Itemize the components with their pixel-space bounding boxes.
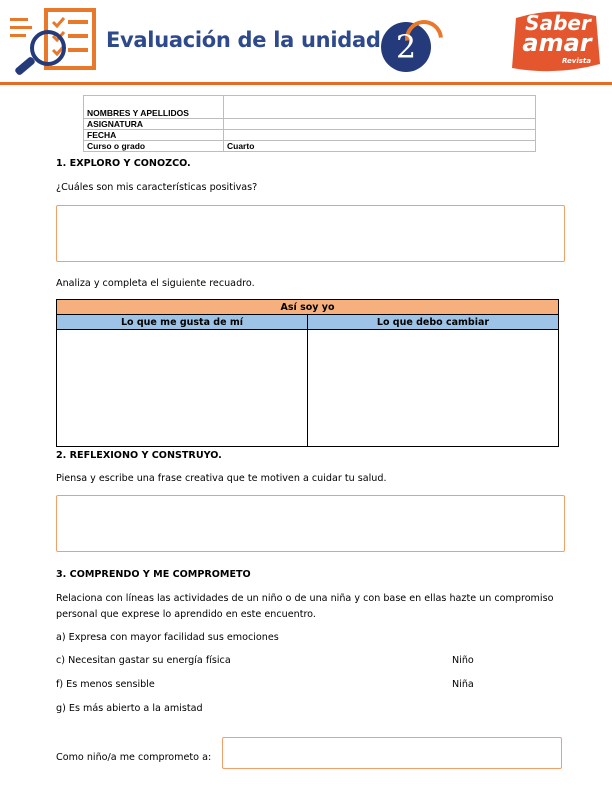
- column-header-change: Lo que debo cambiar: [308, 315, 559, 330]
- info-label: Curso o grado: [84, 141, 224, 152]
- page-title: Evaluación de la unidad: [106, 28, 381, 52]
- info-value-field[interactable]: [224, 130, 536, 141]
- section-1-question: ¿Cuáles son mis características positivas?: [56, 182, 258, 193]
- info-label: NOMBRES Y APELLIDOS: [84, 96, 224, 119]
- evaluation-logo-icon: [8, 4, 98, 78]
- section-1-instruction: Analiza y completa el siguiente recuadro.: [56, 278, 255, 289]
- brand-word-saber: Saber: [525, 11, 591, 35]
- match-option-girl[interactable]: Niña: [452, 679, 474, 690]
- answer-cell-change[interactable]: [308, 330, 559, 447]
- section-3-intro-line2: personal que exprese lo aprendido en este encuentro.: [56, 609, 316, 620]
- asi-soy-yo-title: Así soy yo: [57, 300, 559, 315]
- answer-cell-likes[interactable]: [57, 330, 308, 447]
- info-label: ASIGNATURA: [84, 119, 224, 130]
- match-option-boy[interactable]: Niño: [452, 655, 474, 666]
- brand-word-revista: Revista: [562, 57, 591, 65]
- info-row-asignatura: [84, 119, 536, 130]
- info-label: FECHA: [84, 130, 224, 141]
- activity-item: f) Es menos sensible: [56, 679, 155, 690]
- asi-soy-yo-table: [56, 299, 559, 447]
- answer-box-positive-traits[interactable]: [56, 205, 565, 262]
- commitment-label: Como niño/a me comprometo a:: [56, 752, 212, 763]
- student-info-table: [83, 95, 536, 152]
- info-row-nombres: [84, 96, 536, 119]
- activity-item: c) Necesitan gastar su energía física: [56, 655, 231, 666]
- answer-box-health-phrase[interactable]: [56, 495, 565, 552]
- section-1-heading: 1. EXPLORO Y CONOZCO.: [56, 158, 191, 169]
- unit-number: 2: [395, 28, 417, 66]
- activity-item: g) Es más abierto a la amistad: [56, 703, 203, 714]
- section-2-question: Piensa y escribe una frase creativa que te motiven a cuidar tu salud.: [56, 473, 387, 484]
- section-2-heading: 2. REFLEXIONO Y CONSTRUYO.: [56, 450, 222, 461]
- brand-word-amar: amar: [522, 29, 592, 57]
- info-row-fecha: [84, 130, 536, 141]
- info-value-field[interactable]: [224, 96, 536, 119]
- section-3-intro-line1: Relaciona con líneas las actividades de un niño o de una niña y con base en ellas hazte un compromiso: [56, 593, 554, 604]
- column-header-likes: Lo que me gusta de mí: [57, 315, 308, 330]
- header-divider: [0, 82, 612, 85]
- commitment-input-box[interactable]: [222, 737, 562, 769]
- brand-logo: [506, 8, 602, 74]
- info-row-curso: [84, 141, 536, 152]
- info-value-field[interactable]: [224, 119, 536, 130]
- info-value-field[interactable]: Cuarto: [224, 141, 536, 152]
- section-3-heading: 3. COMPRENDO Y ME COMPROMETO: [56, 569, 251, 580]
- activity-item: a) Expresa con mayor facilidad sus emociones: [56, 632, 279, 643]
